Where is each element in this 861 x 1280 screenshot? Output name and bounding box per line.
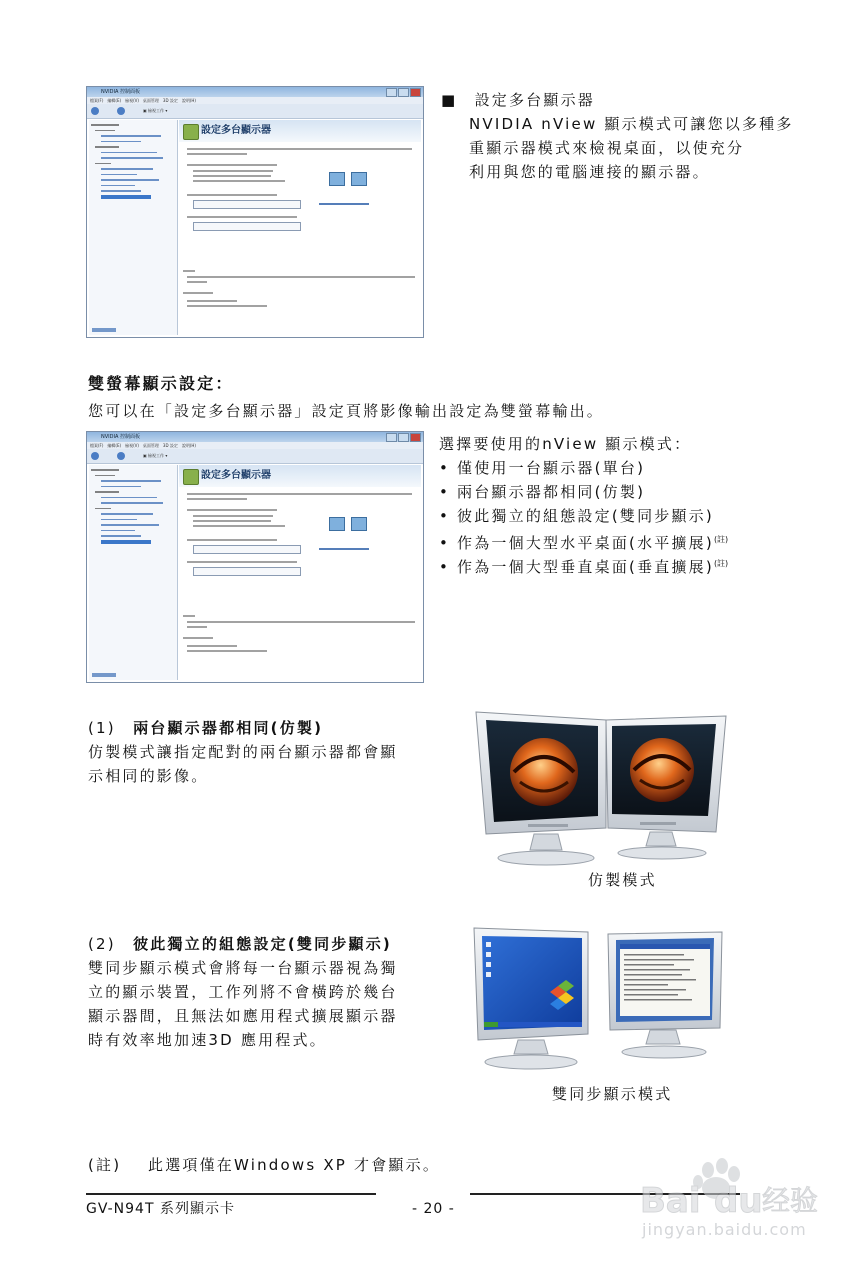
dualview-mode-illustration — [470, 922, 732, 1078]
footer-rule — [86, 1193, 376, 1195]
clone-text-line: 示相同的影像。 — [88, 767, 209, 785]
forward-icon — [117, 107, 125, 115]
task-tree — [89, 120, 178, 335]
note-label: (註) — [88, 1156, 122, 1174]
modes-title: 選擇要使用的nView 顯示模式： — [439, 435, 692, 453]
forward-icon — [117, 452, 125, 460]
close-icon — [410, 433, 421, 442]
display-settings-icon — [183, 469, 199, 485]
watermark-url: jingyan.baidu.com — [642, 1220, 807, 1239]
svg-text:du: du — [714, 1181, 763, 1221]
minimize-icon — [386, 433, 397, 442]
maximize-icon — [398, 88, 409, 97]
mode-item: • 兩台顯示器都相同(仿製) — [439, 483, 646, 501]
paragraph-line: NVIDIA nView 顯示模式可讓您以多種多 — [469, 115, 794, 133]
nvidia-control-panel-screenshot-2 — [86, 431, 424, 683]
clone-heading: (1) 兩台顯示器都相同(仿製) — [88, 719, 324, 737]
dual-display-heading: 雙螢幕顯示設定： — [88, 374, 234, 393]
svg-text:Bai: Bai — [640, 1181, 701, 1221]
footer-page-number: - 20 - — [412, 1201, 455, 1217]
mode-item: • 彼此獨立的組態設定(雙同步顯示) — [439, 507, 714, 525]
mode-item: • 作為一個大型水平桌面(水平擴展)$^{(註)}$ — [439, 534, 729, 552]
main-pane — [179, 465, 421, 680]
clone-caption: 仿製模式 — [588, 871, 657, 889]
clone-text-line: 仿製模式讓指定配對的兩台顯示器都會顯 — [88, 743, 398, 761]
dualview-heading: (2) 彼此獨立的組態設定(雙同步顯示) — [88, 935, 392, 953]
back-icon — [91, 452, 99, 460]
display-settings-icon — [183, 124, 199, 140]
window-titlebar: NVIDIA 控制面板 — [87, 87, 423, 97]
mode-item: • 作為一個大型垂直桌面(垂直擴展)$^{(註)}$ — [439, 558, 729, 576]
minimize-icon — [386, 88, 397, 97]
close-icon — [410, 88, 421, 97]
dual-display-intro: 您可以在「設定多台顯示器」設定頁將影像輸出設定為雙螢幕輸出。 — [88, 402, 605, 420]
menu-bar: 檔案(F) 編輯(E) 檢視(V) 桌面管理 3D 設定 說明(H) — [87, 97, 423, 104]
panel-title: 設定多台顯示器 — [201, 470, 271, 481]
back-icon — [91, 107, 99, 115]
paragraph-line: 重顯示器模式來檢視桌面，以使充分 — [469, 139, 745, 157]
dualview-text-line: 顯示器間，且無法如應用程式擴展顯示器 — [88, 1007, 398, 1025]
task-tree — [89, 465, 178, 680]
nvidia-control-panel-screenshot-1 — [86, 86, 424, 338]
square-bullet-icon: ■ — [441, 91, 458, 109]
menu-bar: 檔案(F) 編輯(E) 檢視(V) 桌面管理 3D 設定 說明(H) — [87, 442, 423, 449]
mode-item: • 僅使用一台顯示器(單台) — [439, 459, 646, 477]
clone-mode-illustration — [472, 708, 730, 868]
dualview-text-line: 時有效率地加速3D 應用程式。 — [88, 1031, 327, 1049]
window-titlebar: NVIDIA 控制面板 — [87, 432, 423, 442]
footer-product: GV-N94T 系列顯示卡 — [86, 1201, 235, 1217]
section-heading-multi-display: ■ 設定多台顯示器 — [441, 91, 595, 109]
main-pane — [179, 120, 421, 335]
toolbar: ▣ 檢視工作 ▾ — [87, 104, 423, 119]
panel-title: 設定多台顯示器 — [201, 125, 271, 136]
svg-text:经验: 经验 — [762, 1184, 819, 1217]
dualview-text-line: 立的顯示裝置，工作列將不會橫跨於幾台 — [88, 983, 398, 1001]
note-text: 此選項僅在Windows XP 才會顯示。 — [148, 1156, 441, 1174]
maximize-icon — [398, 433, 409, 442]
toolbar: ▣ 檢視工作 ▾ — [87, 449, 423, 464]
baidu-watermark — [640, 1150, 840, 1250]
dualview-text-line: 雙同步顯示模式會將每一台顯示器視為獨 — [88, 959, 398, 977]
dualview-caption: 雙同步顯示模式 — [552, 1085, 673, 1103]
paragraph-line: 利用與您的電腦連接的顯示器。 — [469, 163, 710, 181]
